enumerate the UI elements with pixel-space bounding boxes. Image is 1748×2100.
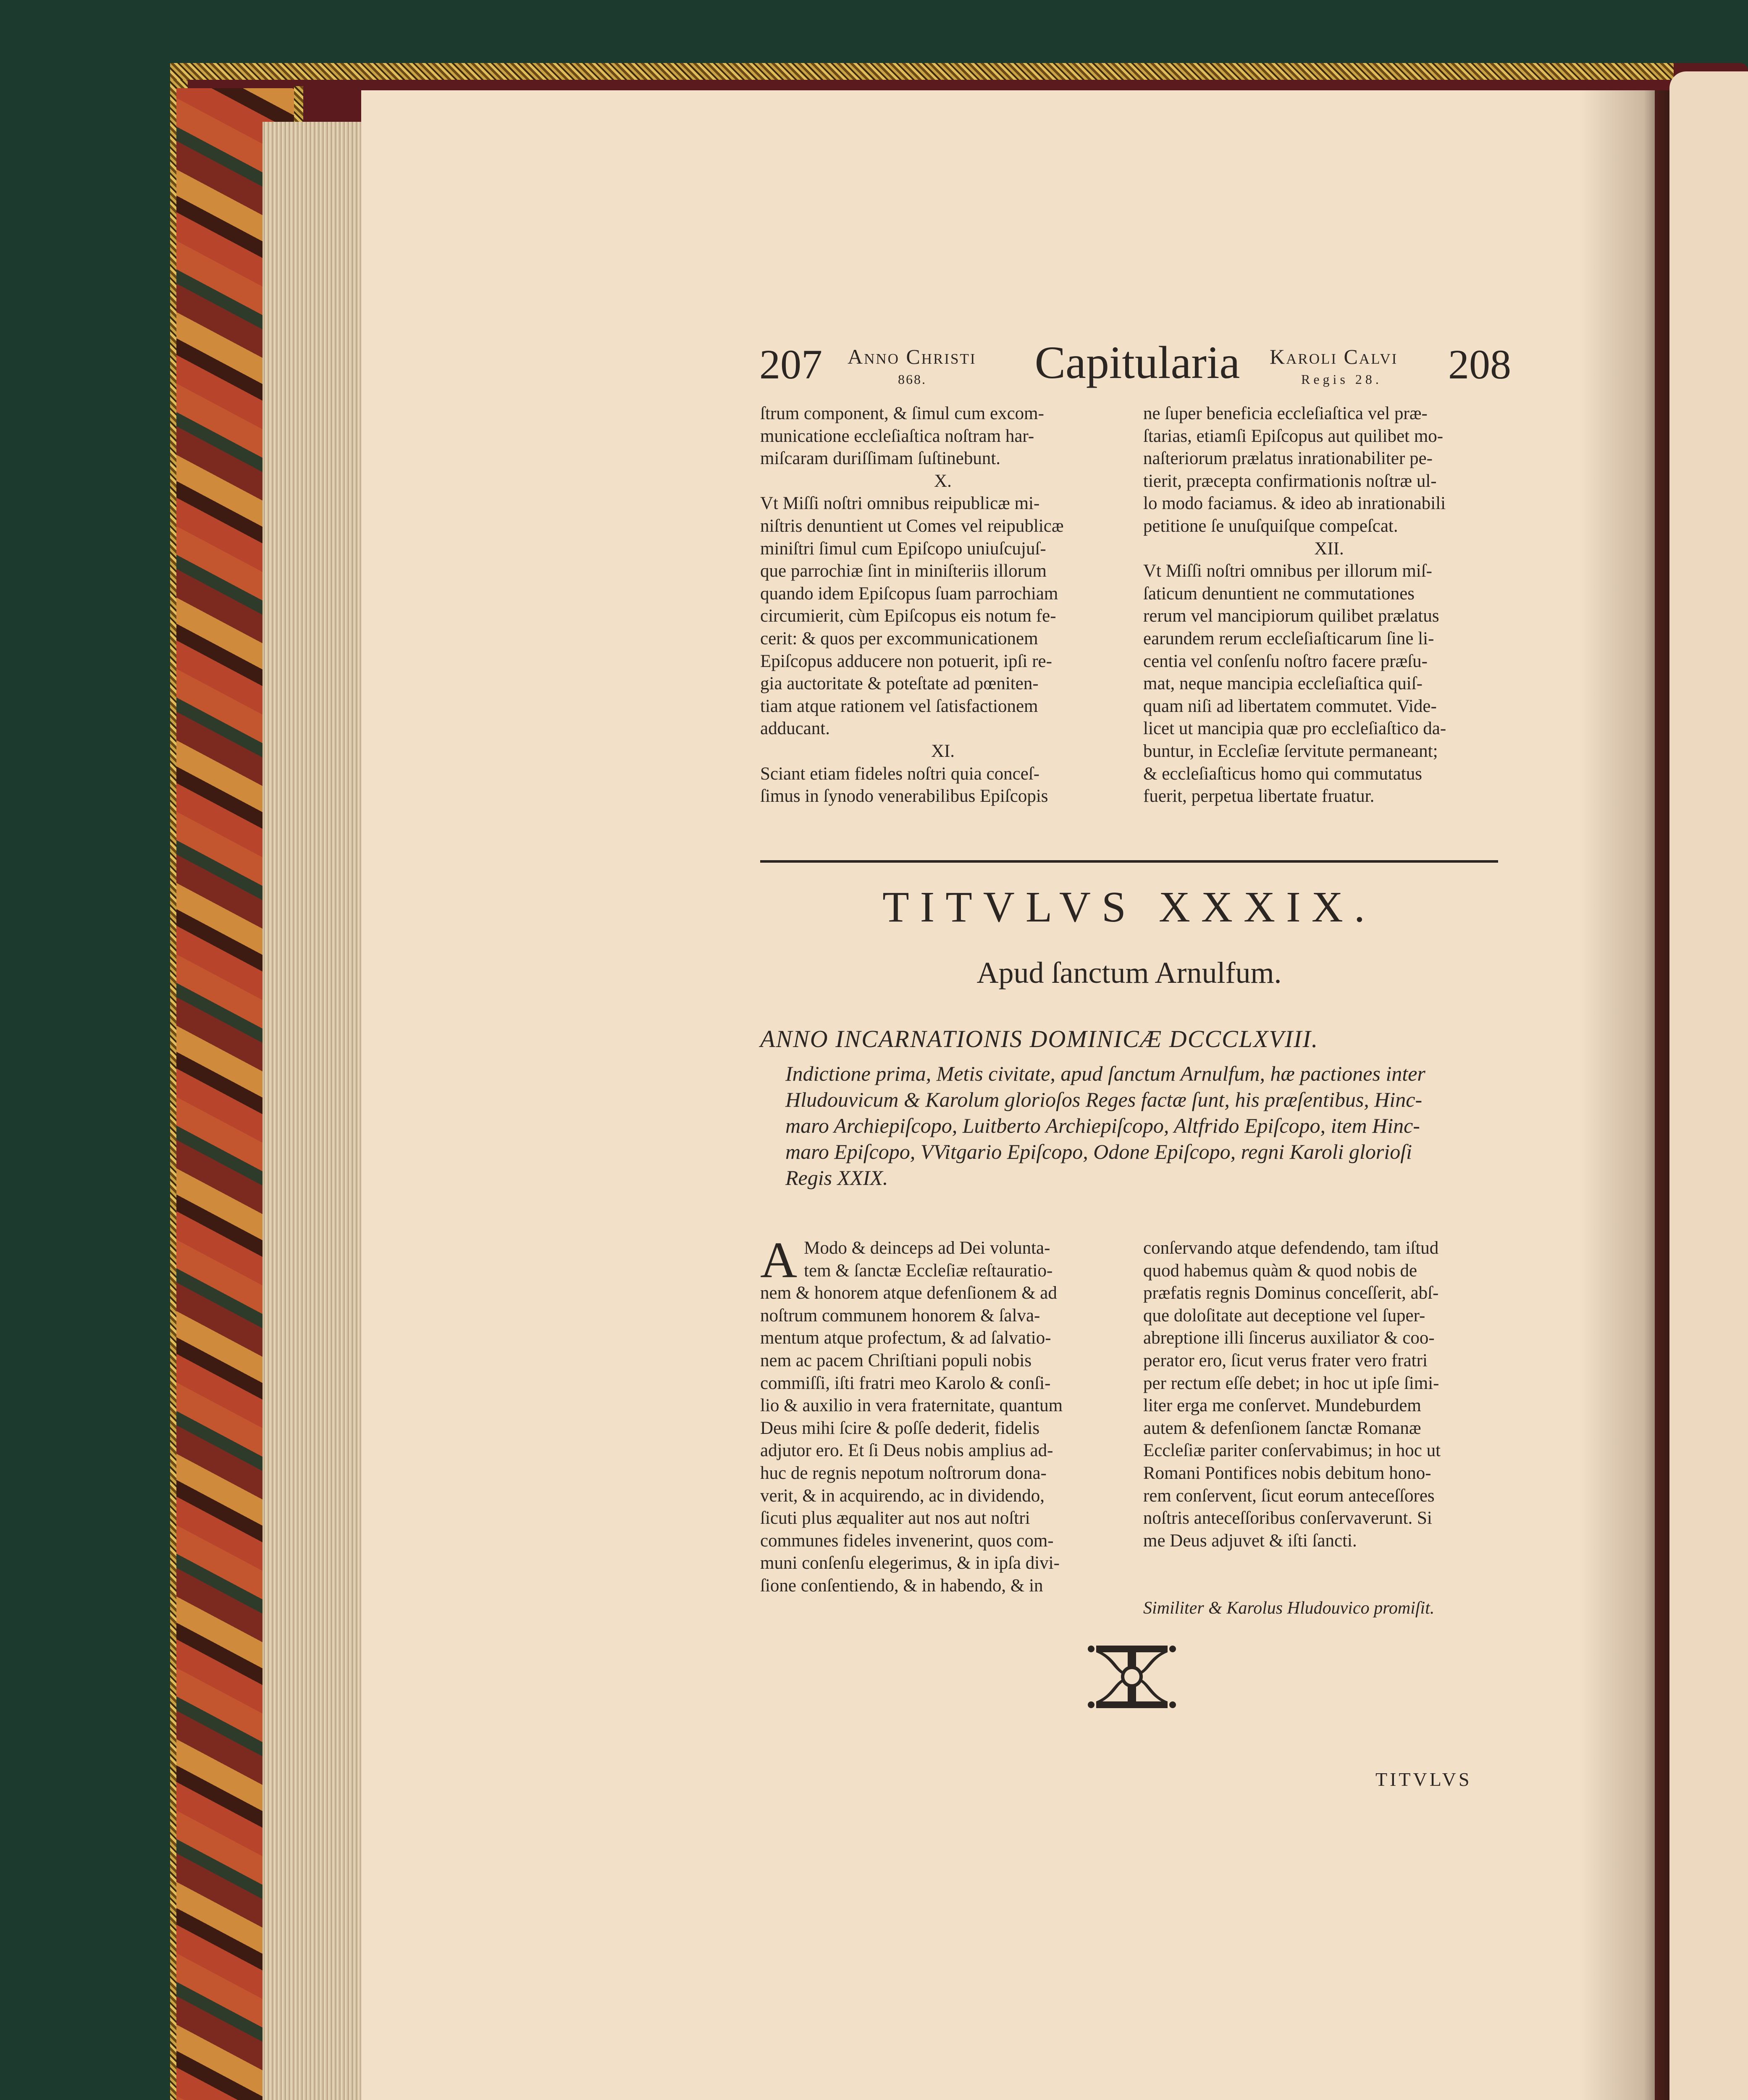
text-line: licet ut mancipia quæ pro eccleſiaſtico da- bbox=[1143, 719, 1446, 739]
text-line: quod habemus quàm & quod nobis de bbox=[1143, 1260, 1417, 1281]
text-line: municatione eccleſiaſtica noſtram har- bbox=[760, 426, 1034, 446]
header-title: Capitularia bbox=[1034, 337, 1240, 388]
text-line: lio & auxilio in vera fraternitate, quantum bbox=[760, 1396, 1063, 1416]
text-line: perator ero, ſicut verus frater vero fratri bbox=[1143, 1350, 1428, 1370]
section-number: XI. bbox=[931, 741, 955, 761]
top-left-column bbox=[760, 402, 1126, 808]
section-number: XII. bbox=[1314, 538, 1344, 559]
text-line: quam niſi ad libertatem commutet. Vide- bbox=[1143, 696, 1437, 716]
text-line: petitione ſe unuſquiſque compeſcat. bbox=[1143, 516, 1398, 536]
text-line: tierit, præcepta confirmationis noſtræ ul- bbox=[1143, 471, 1437, 491]
text-line: que parrochiæ ſint in miniſteriis illorum bbox=[760, 561, 1047, 581]
text-line: Regis XXIX. bbox=[785, 1166, 888, 1189]
gilt-border-top bbox=[170, 63, 1674, 80]
text-line: rem conſervent, ſicut eorum anteceſſores bbox=[1143, 1486, 1435, 1506]
text-line: adducant. bbox=[760, 719, 830, 739]
text-line: & eccleſiaſticus homo qui commutatus bbox=[1143, 764, 1422, 784]
text-line: ſione conſentiendo, & in habendo, & in bbox=[760, 1575, 1043, 1596]
text-line: autem & defenſionem ſanctæ Romanæ bbox=[1143, 1418, 1421, 1438]
text-line: Vt Miſſi noſtri omnibus per illorum miſ- bbox=[1143, 561, 1432, 581]
text-line: ſtrum component, & ſimul cum excom- bbox=[760, 404, 1044, 423]
printers-ornament-icon bbox=[1088, 1642, 1176, 1712]
text-line: Vt Miſſi noſtri omnibus reipublicæ mi- bbox=[760, 494, 1040, 514]
text-line: præfatis regnis Dominus conceſſerit, abſ- bbox=[1143, 1283, 1439, 1303]
section-divider bbox=[760, 860, 1498, 863]
text-line: Romani Pontifices nobis debitum hono- bbox=[1143, 1463, 1431, 1483]
text-line: circumierit, cùm Epiſcopus eis notum fe- bbox=[760, 606, 1056, 626]
text-line: mat, neque mancipia eccleſiaſtica quiſ- bbox=[1143, 674, 1423, 694]
text-line: noſtrum communem honorem & ſalva- bbox=[760, 1305, 1040, 1326]
text-line: me Deus adjuvet & iſti ſancti. bbox=[1143, 1530, 1357, 1551]
text-line: liter erga me conſervet. Mundeburdem bbox=[1143, 1396, 1421, 1416]
section-number: X. bbox=[934, 471, 952, 491]
text-line: naſteriorum prælatus inrationabiliter pe- bbox=[1143, 449, 1433, 469]
text-line: conſervando atque defendendo, tam iſtud bbox=[1143, 1238, 1439, 1258]
closing-note: Similiter & Karolus Hludouvico promiſit. bbox=[1143, 1599, 1435, 1618]
text-line: Eccleſiæ pariter conſervabimus; in hoc ut bbox=[1143, 1441, 1441, 1461]
body-left-column bbox=[760, 1232, 1121, 1597]
text-line: maro Archiepiſcopo, Luitberto Archiepiſcopo, Altfrido Epiſcopo, item Hinc- bbox=[785, 1114, 1420, 1137]
text-line: ne ſuper beneficia eccleſiaſtica vel præ- bbox=[1143, 404, 1428, 423]
body-right-column bbox=[1143, 1237, 1513, 1552]
text-line: que doloſitate aut deceptione vel ſuper- bbox=[1143, 1305, 1425, 1326]
titulus-subtitle: Apud ſanctum Arnulfum. bbox=[976, 956, 1282, 990]
header-karoli: Karoli Calvi bbox=[1270, 345, 1398, 368]
text-line: ſimus in ſynodo venerabilibus Epiſcopis bbox=[760, 786, 1048, 806]
text-line: miſcaram duriſſimam ſuſtinebunt. bbox=[760, 449, 1001, 469]
text-line: Indictione prima, Metis civitate, apud ſanctum Arnulfum, hæ pactiones inter bbox=[785, 1062, 1425, 1085]
header-anno-year: 868. bbox=[898, 372, 926, 387]
running-header bbox=[759, 332, 1515, 391]
text-line: quando idem Epiſcopus ſuam parrochiam bbox=[760, 583, 1058, 604]
text-line: earundem rerum eccleſiaſticarum ſine li- bbox=[1143, 628, 1434, 648]
header-regis: Regis 28. bbox=[1301, 372, 1382, 387]
text-line: lo modo faciamus. & ideo ab inrationabili bbox=[1143, 494, 1446, 514]
drop-cap: A bbox=[760, 1232, 798, 1289]
catchword: TITVLVS bbox=[1375, 1769, 1472, 1790]
text-line: per rectum eſſe debet; in hoc ut ipſe ſimi- bbox=[1143, 1373, 1439, 1393]
header-anno: Anno Christi bbox=[848, 345, 976, 368]
anno-line: ANNO INCARNATIONIS DOMINICÆ DCCCLXVIII. bbox=[760, 1025, 1319, 1053]
text-line: tem & ſanctæ Eccleſiæ reſtauratio- bbox=[804, 1260, 1053, 1281]
text-line: noſtris anteceſſoribus conſervaverunt. Si bbox=[1143, 1508, 1432, 1528]
text-line: Deus mihi ſcire & poſſe dederit, fidelis bbox=[760, 1418, 1040, 1438]
page-edges bbox=[262, 122, 365, 2100]
right-page-edge bbox=[1669, 71, 1748, 2100]
text-line: maro Epiſcopo, VVitgario Epiſcopo, Odone Epiſcopo, regni Karoli glorioſi bbox=[785, 1140, 1412, 1163]
text-line: communes fideles invenerint, quos com- bbox=[760, 1530, 1054, 1551]
text-line: verit, & in acquirendo, ac in dividendo, bbox=[760, 1486, 1045, 1506]
text-line: ſaticum denuntient ne commutationes bbox=[1143, 583, 1415, 604]
top-right-column bbox=[1143, 402, 1515, 808]
text-line: ſtarias, etiamſi Epiſcopus aut quilibet mo- bbox=[1143, 426, 1444, 446]
text-line: cerit: & quos per excommunicationem bbox=[760, 628, 1038, 648]
text-line: rerum vel mancipiorum quilibet prælatus bbox=[1143, 606, 1439, 626]
page-number-right: 208 bbox=[1448, 341, 1511, 388]
text-line: centia vel conſenſu noſtro facere præſu- bbox=[1143, 651, 1428, 671]
text-line: Sciant etiam fideles noſtri quia conceſ- bbox=[760, 764, 1040, 784]
text-line: abreptione illi ſincerus auxiliator & coo- bbox=[1143, 1328, 1435, 1348]
text-line: miniſtri ſimul cum Epiſcopo uniuſcujuſ- bbox=[760, 538, 1046, 559]
text-line: ſicuti plus æqualiter aut nos aut noſtri bbox=[760, 1508, 1030, 1528]
text-line: Modo & deinceps ad Dei volunta- bbox=[804, 1238, 1050, 1258]
indictio-paragraph bbox=[785, 1060, 1516, 1191]
text-line: nem ac pacem Chriſtiani populi nobis bbox=[760, 1350, 1032, 1370]
text-line: fuerit, perpetua libertate fruatur. bbox=[1143, 786, 1375, 806]
text-line: muni conſenſu elegerimus, & in ipſa divi- bbox=[760, 1553, 1060, 1573]
gutter-shadow bbox=[1579, 90, 1672, 2100]
page-number-left: 207 bbox=[759, 341, 822, 388]
text-line: adjutor ero. Et ſi Deus nobis amplius ad- bbox=[760, 1441, 1053, 1461]
text-line: buntur, in Eccleſiæ ſervitute permaneant; bbox=[1143, 741, 1438, 761]
text-line: tiam atque rationem vel ſatisfactionem bbox=[760, 696, 1038, 716]
text-line: Epiſcopus adducere non potuerit, ipſi re- bbox=[760, 651, 1052, 671]
text-line: niſtris denuntient ut Comes vel reipublicæ bbox=[760, 516, 1064, 536]
text-line: mentum atque profectum, & ad ſalvatio- bbox=[760, 1328, 1051, 1348]
text-line: nem & honorem atque defenſionem & ad bbox=[760, 1283, 1057, 1303]
text-line: huc de regnis nepotum noſtrorum dona- bbox=[760, 1463, 1047, 1483]
text-line: Hludouvicum & Karolum glorioſos Reges factæ ſunt, his præſentibus, Hinc- bbox=[785, 1088, 1423, 1111]
text-line: commiſſi, iſti fratri meo Karolo & conſi- bbox=[760, 1373, 1051, 1393]
titulus-heading: TITVLVS XXXIX. bbox=[882, 883, 1376, 931]
text-line: gia auctoritate & poteſtate ad pœniten- bbox=[760, 674, 1039, 694]
